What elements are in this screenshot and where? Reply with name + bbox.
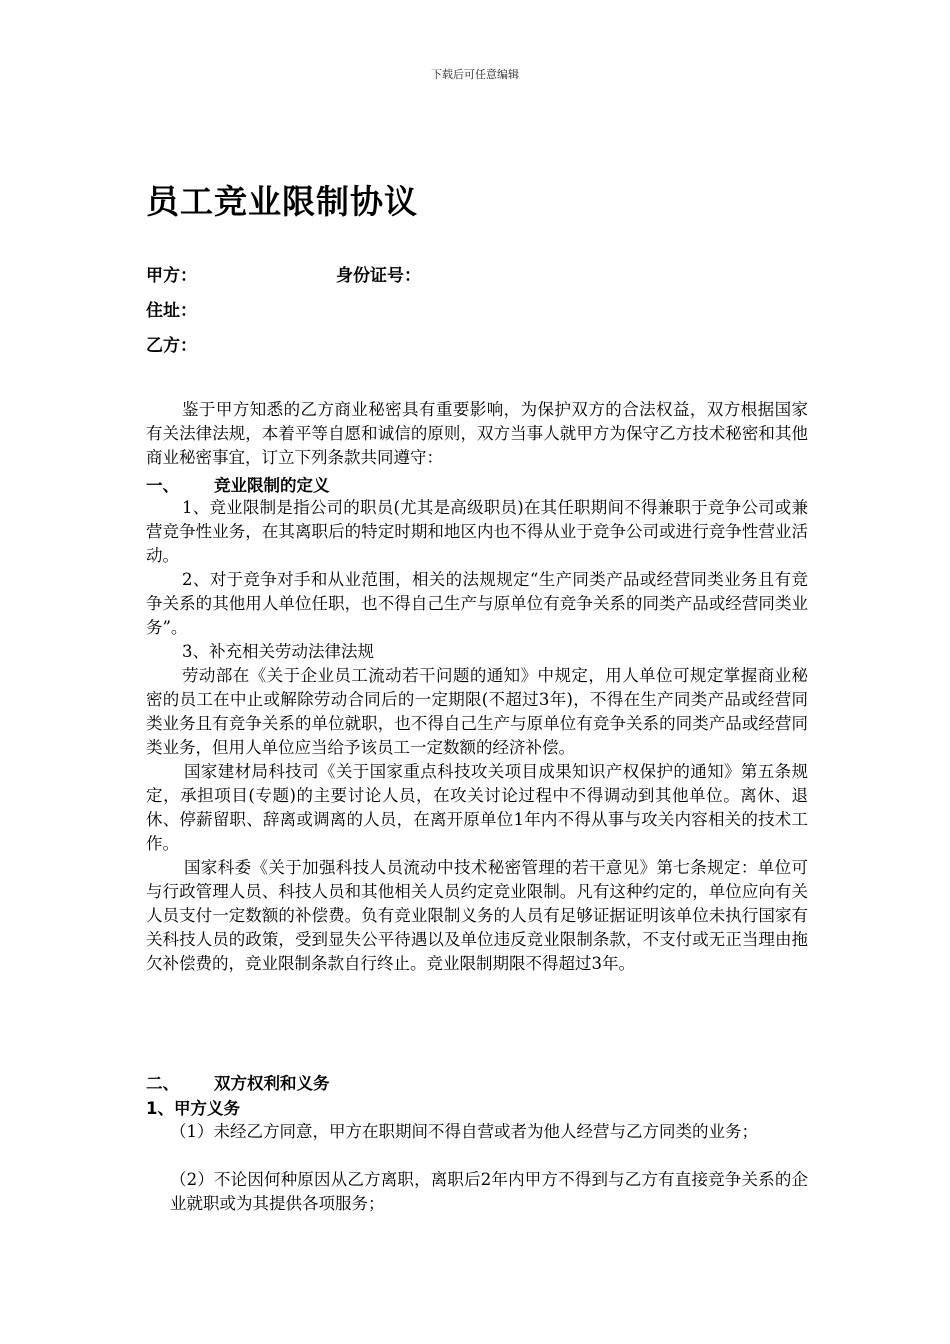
document-title: 员工竞业限制协议	[146, 182, 418, 221]
section-1-paragraph-6: 国家科委《关于加强科技人员流动中技术秘密管理的若干意见》第七条规定：单位可与行政管理人员、科技人员和其他相关人员约定竞业限制。凡有这种约定的，单位应向有关人员支付一定数额的补偿费。负有竞业限制义务的人员有足够证据证明该单位未执行国家有关科技人员的政策，受到显失公平待遇以及单位违反竞业限制条款，不支付或无正当理由拖欠补偿费的，竞业限制条款自行终止。竞业限制期限不得超过3年。	[146, 858, 808, 973]
obligation-item-1: （1）未经乙方同意，甲方在职期间不得自营或者为他人经营与乙方同类的业务；	[170, 1122, 758, 1141]
address-label: 住址：	[146, 301, 197, 321]
intro-paragraph-block	[146, 398, 808, 470]
section-2-heading	[146, 1070, 330, 1094]
section-2-subheading: 1、甲方义务	[146, 1099, 240, 1118]
section-1-paragraph-5: 国家建材局科技司《关于国家重点科技攻关项目成果知识产权保护的通知》第五条规定，承担项目(专题)的主要讨论人员，在攻关讨论过程中不得调动到其他单位。离休、退休、停薪留职、辞离或调离的人员，在离开原单位1年内不得从事与攻关内容相关的技术工作。	[146, 762, 808, 853]
section-2-number: 二、	[146, 1074, 179, 1093]
party-b-label: 乙方：	[146, 336, 197, 356]
section-1-paragraph-4: 劳动部在《关于企业员工流动若干问题的通知》中规定，用人单位可规定掌握商业秘密的员工在中止或解除劳动合同后的一定期限(不超过3年)，不得在生产同类产品或经营同类业务且有竞争关系的单位就职，也不得自己生产与原单位有竞争关系的同类产品或经营同类业务，但用人单位应当给予该员工一定数额的经济补偿。	[146, 666, 808, 757]
section-1-number: 一、	[146, 476, 179, 495]
intro-paragraph: 鉴于甲方知悉的乙方商业秘密具有重要影响，为保护双方的合法权益，双方根据国家有关法律法规，本着平等自愿和诚信的原则，双方当事人就甲方为保守乙方技术秘密和其他商业秘密事宜，订立下列条款共同遵守：	[146, 400, 808, 467]
section-1-body	[146, 496, 808, 976]
section-1-paragraph-1: 1、竞业限制是指公司的职员(尤其是高级职员)在其任职期间不得兼职于竞争公司或兼营竞争性业务，在其离职后的特定时期和地区内也不得从业于竞争公司或进行竞争性营业活动。	[146, 498, 808, 565]
section-1-heading	[146, 472, 330, 496]
section-2-title: 双方权利和义务	[214, 1074, 330, 1093]
section-1-paragraph-3: 3、补充相关劳动法律法规	[182, 642, 374, 661]
obligation-item-2: （2）不论因何种原因从乙方离职，离职后2年内甲方不得到与乙方有直接竞争关系的企业就职或为其提供各项服务；	[170, 1170, 808, 1213]
header-note: 下载后可任意编辑	[431, 68, 519, 81]
section-1-paragraph-2: 2、对于竞争对手和从业范围，相关的法规规定“生产同类产品或经营同类业务且有竞争关系的其他用人单位任职，也不得自己生产与原单位有竞争关系的同类产品或经营同类业务”。	[146, 570, 808, 637]
id-number-label: 身份证号：	[336, 266, 421, 286]
party-a-label: 甲方：	[146, 266, 197, 286]
section-1-title: 竞业限制的定义	[214, 476, 330, 495]
